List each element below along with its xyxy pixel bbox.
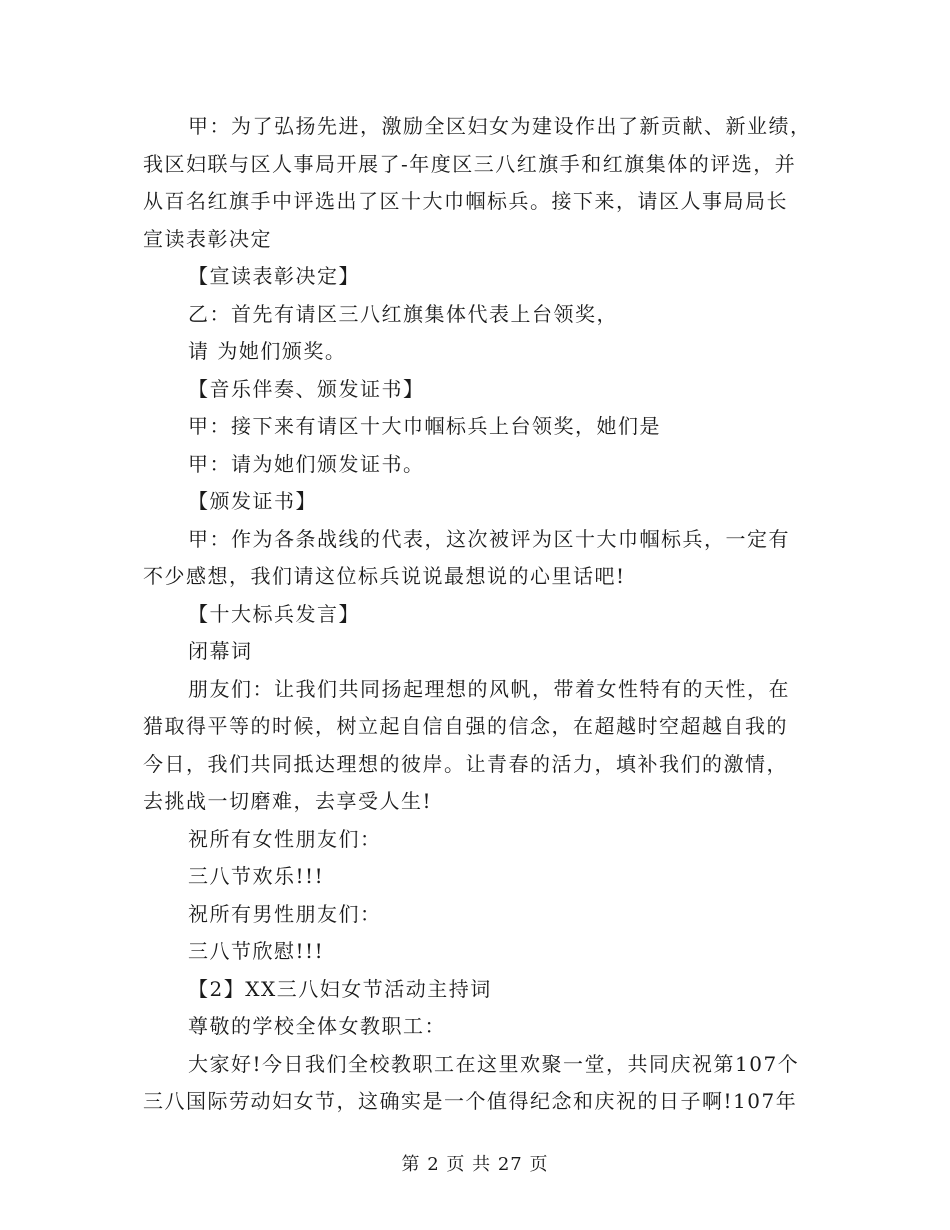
document-body (143, 108, 811, 1121)
text-line: 猎取得平等的时候，树立起自信自强的信念，在超越时空超越自我的 (143, 714, 788, 738)
text-line: 今日，我们共同抵达理想的彼岸。让青春的活力，填补我们的激情， (143, 751, 788, 776)
text-line: 祝所有男性朋友们： (188, 901, 382, 926)
text-line: 甲：请为她们颁发证书。 (188, 451, 425, 476)
text-line: 去挑战一切磨难，去享受人生! (143, 789, 433, 813)
page-footer: 第 2 页 共 27 页 (401, 1154, 549, 1175)
text-line: 【十大标兵发言】 (188, 601, 360, 626)
text-line: 宣读表彰决定 (143, 226, 272, 251)
text-line: 三八节欣慰!!! (188, 939, 325, 963)
text-line: 尊敬的学校全体女教职工： (188, 1014, 446, 1038)
text-line: 【宣读表彰决定】 (188, 264, 360, 288)
text-line: 三八节欢乐!!! (188, 864, 325, 888)
text-line: 请 为她们颁奖。 (188, 339, 347, 363)
text-line: 【颁发证书】 (188, 489, 317, 513)
text-line: 乙：首先有请区三八红旗集体代表上台领奖， (188, 301, 618, 326)
text-line: 甲：作为各条战线的代表，这次被评为区十大巾帼标兵，一定有 (188, 526, 790, 551)
text-line: 闭幕词 (188, 639, 253, 663)
text-line: 三八国际劳动妇女节，这确实是一个值得纪念和庆祝的日子啊!107年 (143, 1089, 798, 1113)
text-line: 大家好!今日我们全校教职工在这里欢聚一堂，共同庆祝第107个 (188, 1051, 800, 1076)
text-line: 朋友们：让我们共同扬起理想的风帆，带着女性特有的天性，在 (188, 676, 790, 701)
text-line: 【2】XX三八妇女节活动主持词 (188, 976, 492, 1001)
text-line: 不少感想，我们请这位标兵说说最想说的心里话吧! (143, 564, 626, 588)
text-line: 【音乐伴奏、颁发证书】 (188, 376, 425, 401)
text-line: 甲：接下来有请区十大巾帼标兵上台领奖，她们是 (188, 414, 661, 438)
text-line: 甲：为了弘扬先进，激励全区妇女为建设作出了新贡献、新业绩， (188, 114, 812, 138)
text-line: 祝所有女性朋友们： (188, 826, 382, 851)
text-line: 我区妇联与区人事局开展了-年度区三八红旗手和红旗集体的评选，并 (143, 151, 797, 176)
text-line: 从百名红旗手中评选出了区十大巾帼标兵。接下来，请区人事局局长 (143, 189, 788, 213)
